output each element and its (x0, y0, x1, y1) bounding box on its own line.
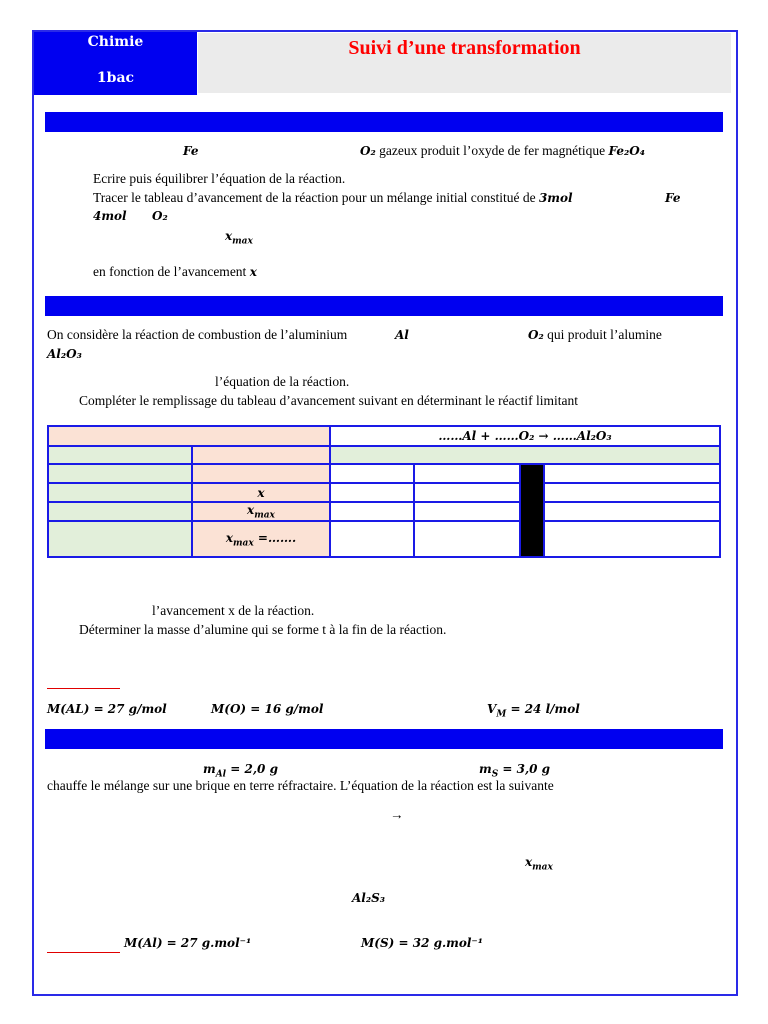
xmax-symbol (225, 229, 253, 246)
x: x (225, 229, 233, 243)
xmax-symbol (525, 855, 553, 872)
molar-mass-al: M(Al) = 27 g.mol⁻¹ (124, 936, 252, 950)
cell[interactable] (544, 483, 720, 502)
ex2-q3: l’avancement x de la réaction. (152, 603, 315, 618)
x: x (225, 530, 233, 545)
q2-o2: O₂ (152, 209, 168, 223)
cell[interactable] (544, 464, 720, 483)
cell[interactable] (330, 483, 414, 502)
cell[interactable] (48, 521, 192, 557)
molar-mass-o: M(O) = 16 g/mol (211, 702, 324, 716)
ex2-intro: On considère la réaction de combustion de l’aluminium (47, 327, 348, 342)
al2o3-formula: Al₂O₃ (47, 347, 82, 361)
exercise-3-banner (45, 729, 723, 749)
cell[interactable] (192, 464, 330, 483)
cell[interactable] (330, 464, 414, 483)
molar-mass-al: M(AL) = 27 g/mol (47, 702, 167, 716)
o2-formula: O₂ (528, 328, 544, 342)
x-symbol: x (249, 265, 257, 279)
o2-formula: O₂ (360, 144, 376, 158)
mass-al (203, 762, 278, 779)
x: x (247, 503, 255, 517)
sub: max (254, 510, 275, 521)
sub: max (532, 862, 553, 873)
cell (48, 446, 192, 464)
ex1-intro (360, 143, 645, 159)
cell[interactable] (414, 483, 520, 502)
sub: max (233, 538, 254, 549)
molar-mass-s: M(S) = 32 g.mol⁻¹ (361, 936, 484, 950)
cell[interactable] (48, 464, 192, 483)
cell[interactable] (330, 521, 414, 557)
cell[interactable] (414, 464, 520, 483)
ex3-line: chauffe le mélange sur une brique en terre réfractaire. L’équation de la réaction est la suivante (47, 778, 554, 793)
m: m (203, 762, 216, 776)
x: x (525, 855, 533, 869)
intro-text: gazeux produit l’oxyde de fer magnétique (375, 143, 609, 158)
molar-volume (487, 702, 580, 719)
ex1-q2 (93, 190, 573, 206)
sub: M (496, 709, 507, 720)
sub: Al (215, 769, 227, 780)
cell[interactable] (330, 502, 414, 521)
header-cell (48, 426, 330, 446)
header-title-box (198, 33, 731, 93)
al-formula: Al (395, 328, 409, 342)
ex2-q4: Déterminer la masse d’alumine qui se forme t à la fin de la réaction. (79, 622, 447, 637)
cell[interactable] (48, 483, 192, 502)
q4-text: en fonction de l’avancement (93, 264, 250, 279)
text: = 24 l/mol (506, 702, 580, 716)
cell[interactable] (48, 502, 192, 521)
v: V (487, 702, 497, 716)
subject-label: Chimie (87, 34, 144, 50)
sub: max (232, 236, 253, 247)
ex1-q4 (93, 264, 257, 280)
reaction-arrow: → (390, 807, 404, 822)
red-underline (47, 952, 120, 953)
cell[interactable] (544, 521, 720, 557)
cell (330, 446, 720, 464)
ex1-q1: Ecrire puis équilibrer l’équation de la réaction. (93, 171, 346, 186)
text: = 3,0 g (498, 762, 551, 776)
fe2o4-formula: Fe₂O₄ (608, 144, 645, 158)
black-column (520, 464, 544, 557)
sub: S (491, 769, 499, 780)
ex2-intro-rest (528, 327, 662, 343)
ex2-q2: Compléter le remplissage du tableau d’avancement suivant en déterminant le réactif limitant (79, 393, 578, 408)
q2-text: Tracer le tableau d’avancement de la réaction pour un mélange initial constitué de (93, 190, 539, 205)
cell[interactable] (414, 502, 520, 521)
al2s3-formula: Al₂S₃ (352, 891, 386, 905)
equation-cell: ……Al + ……O₂ → ……Al₂O₃ (330, 426, 720, 446)
xmax-cell (192, 502, 330, 521)
q2-3mol: 3mol (538, 191, 573, 205)
fe-formula: Fe (183, 144, 199, 158)
cell[interactable] (414, 521, 520, 557)
text: =……. (253, 530, 297, 545)
cell (192, 446, 330, 464)
text: qui produit l’alumine (543, 327, 662, 342)
xmax-final-cell (192, 521, 330, 557)
header-subject-box (34, 32, 197, 95)
page-title: Suivi d’une transformation (348, 37, 581, 59)
q2-fe: Fe (665, 191, 681, 205)
exercise-2-banner (45, 296, 723, 316)
ex2-q1: l’équation de la réaction. (215, 374, 350, 389)
x-cell: x (192, 483, 330, 502)
cell[interactable] (544, 502, 720, 521)
progress-table (47, 425, 721, 558)
exercise-1-banner (45, 112, 723, 132)
mass-s (479, 762, 550, 779)
q2-4mol: 4mol (93, 209, 127, 223)
red-underline (47, 688, 120, 689)
level-label: 1bac (96, 70, 135, 86)
m: m (479, 762, 492, 776)
text: = 2,0 g (226, 762, 278, 776)
